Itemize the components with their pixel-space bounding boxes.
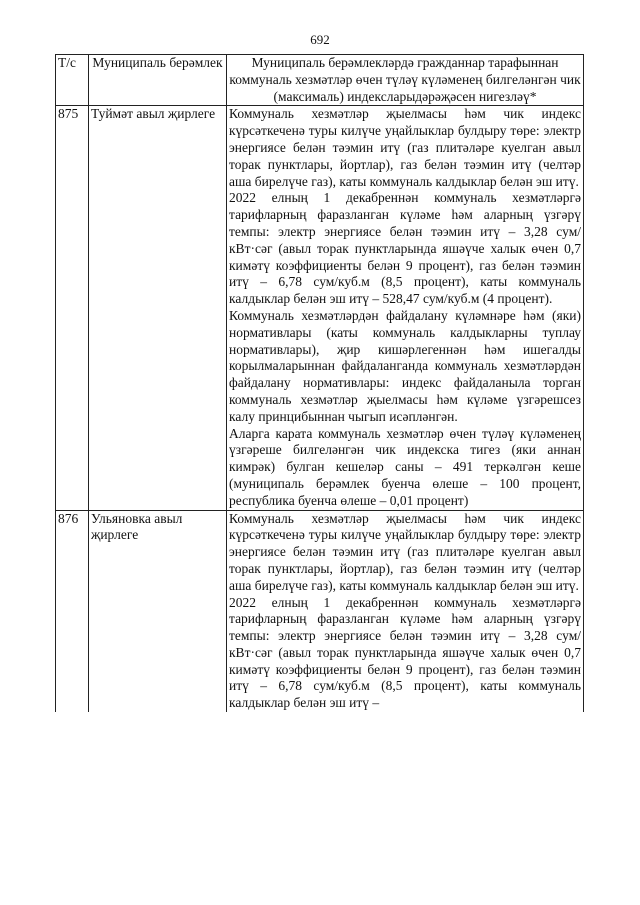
page-number: 692: [310, 32, 330, 47]
description-cell: [227, 510, 584, 712]
header-municipality: Муниципаль берәмлек: [89, 55, 227, 106]
municipality-name: Туймәт авыл җирлеге: [89, 106, 227, 510]
services-paragraph: Коммуналь хезмәтләр җыелмасы һәм чик индекс күрсәткеченә туры килүче уңайлыклар булдыру төре: электр энергиясе белән тәэмин итү (газ плитәләре куелган авыл торак пунктлары, йортлар), газ белән тәэмин итү (челтәр аша бирелүче газ), каты коммуналь калдыклар белән эш итү.: [229, 106, 581, 189]
tariffs-paragraph: 2022 елның 1 декабреннән коммуналь хезмәтләргә тарифларның фаразланган күләме һәм аларның үзгәрү темпы: электр энергиясе белән тәэмин итү – 3,28 сум/кВт·сәг (авыл торак пунктларында яшәүче халык өчен 0,7 кимәтү коэффициенты белән 9 процент), газ белән тәэмин итү – 6,78 сум/куб.м (8,5 процент), каты коммуналь калдыклар белән эш итү –: [229, 594, 581, 711]
table-row: [56, 510, 584, 712]
description-cell: [227, 106, 584, 510]
norms-paragraph: Коммуналь хезмәтләрдән файдалану күләмнәре һәм (яки) нормативлары (каты коммуналь калдыкларны туплау нормативлары), җир кишәрлегеннән һәм ишегалды корылмаларыннан файдаланганда коммуналь хезмәтләрдән файдалану нормативлары: индекс файдаланыла торган коммуналь хезмәтләр җыелмасы һәм күләме үзгәрешсез калу принцибыннан чыгып исәпләнгән.: [229, 307, 581, 424]
services-paragraph: Коммуналь хезмәтләр җыелмасы һәм чик индекс күрсәткеченә туры килүче уңайлыклар булдыру төре: электр энергиясе белән тәэмин итү (газ плитәләре куелган авыл торак пунктлары, йортлар), газ белән тәэмин итү (челтәр аша бирелүче газ), каты коммуналь калдыклар белән эш итү.: [229, 510, 581, 593]
tariff-index-table: [55, 54, 584, 712]
population-paragraph: Аларга карата коммуналь хезмәтләр өчен түләү күләменең үзгәреше билгеләнгән чик индекска тигез (яки аннан кимрәк) булган кешеләр саны – 491 теркәлгән кеше (муниципаль берәмлек буенча өлеше – 100 процент, республика буенча өлеше – 0,01 процент): [229, 425, 581, 508]
table-header-row: [56, 55, 584, 106]
table-row: [56, 106, 584, 510]
municipality-name: Ульяновка авыл җирлеге: [89, 510, 227, 712]
row-number: 875: [56, 106, 89, 510]
row-number: 876: [56, 510, 89, 712]
header-description: Муниципаль берәмлекләрдә гражданнар тарафыннан коммуналь хезмәтләр өчен түләү күләменең билгеләнгән чик (максималь) индексларыдәрәҗәсен нигезләү*: [227, 55, 584, 106]
header-number: Т/с: [56, 55, 89, 106]
tariffs-paragraph: 2022 елның 1 декабреннән коммуналь хезмәтләргә тарифларның фаразланган күләме һәм аларның үзгәрү темпы: электр энергиясе белән тәэмин итү – 3,28 сум/кВт·сәг (авыл торак пунктларында яшәүче халык өчен 0,7 кимәтү коэффициенты белән 9 процент), газ белән тәэмин итү – 6,78 сум/куб.м (8,5 процент), каты коммуналь калдыклар белән эш итү – 528,47 сум/куб.м (4 процент).: [229, 190, 581, 307]
